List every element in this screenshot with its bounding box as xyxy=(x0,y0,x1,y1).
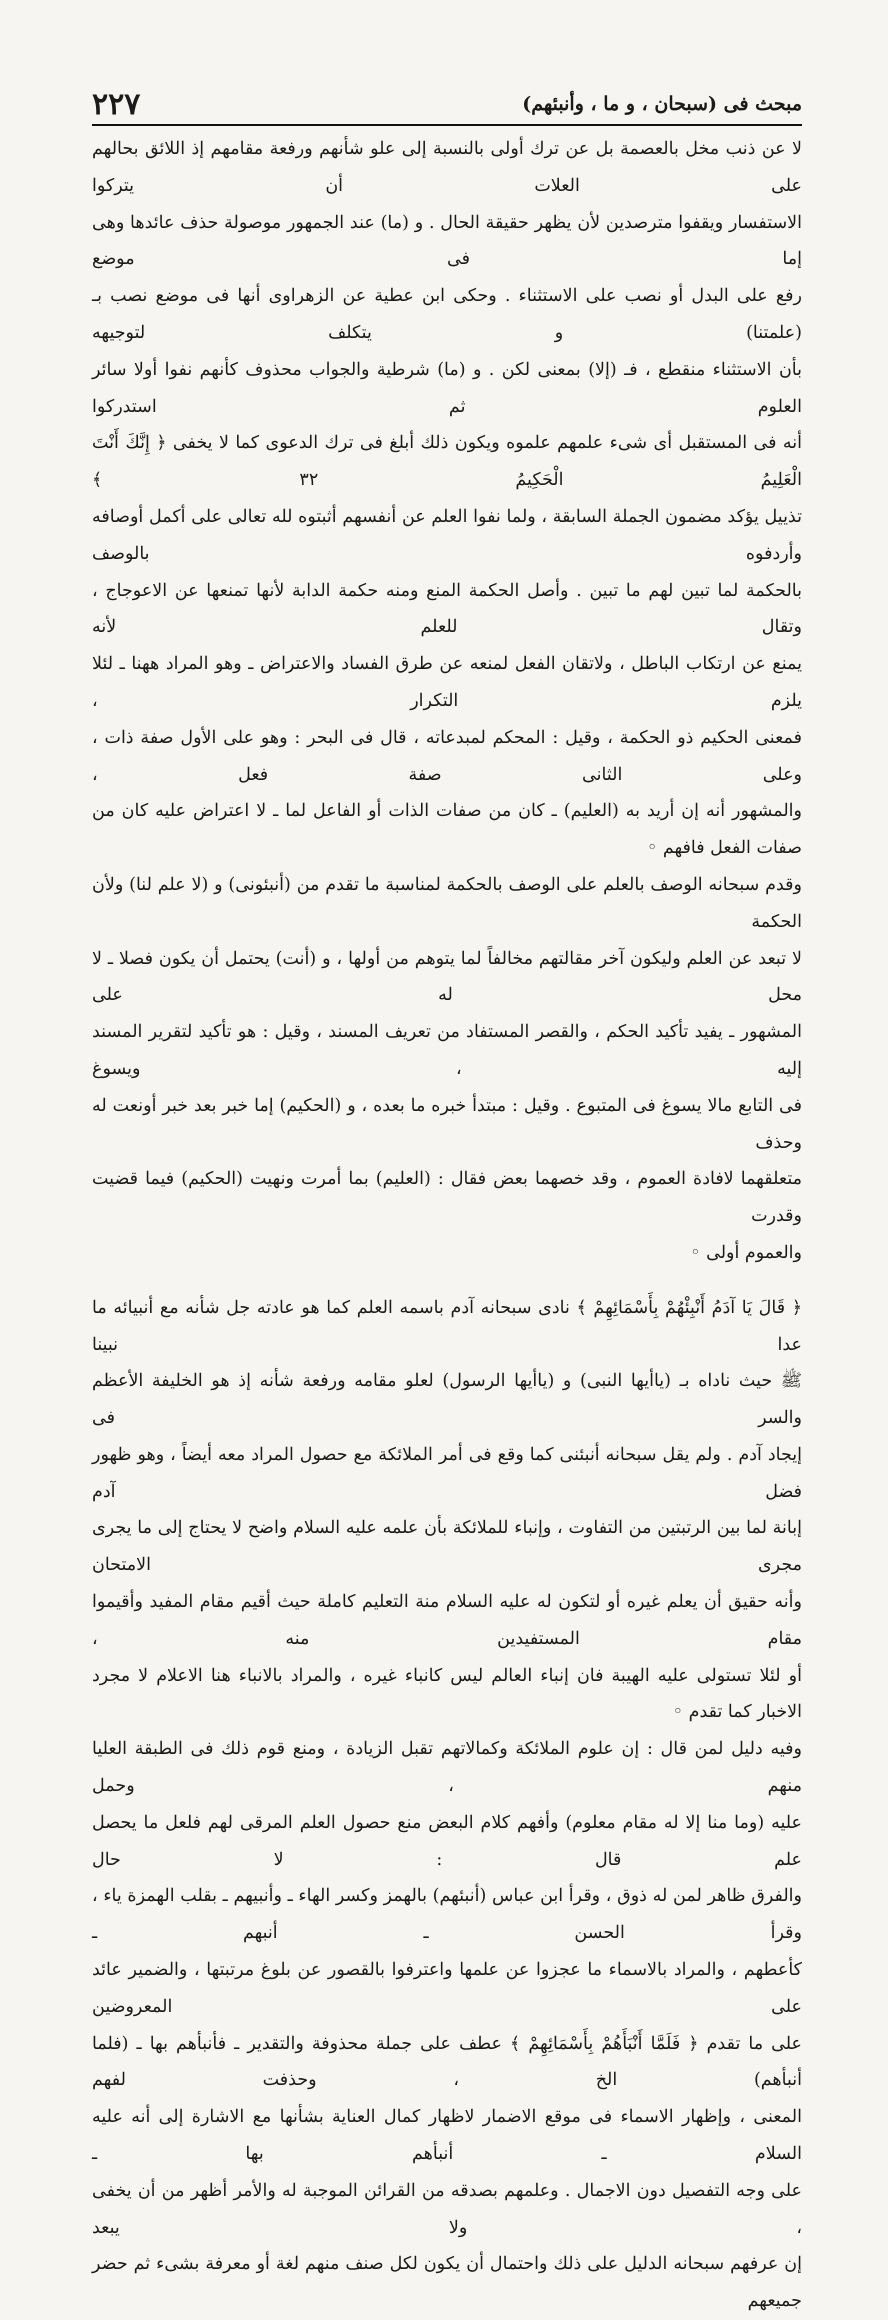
text-line: عليه (وما منا إلا له مقام معلوم) وأفهم كلام البعض منع حصول العلم المرقى لهم فلعل ما يحصل علم قال : لا حال xyxy=(92,1812,802,1870)
text-line: والمشهور أنه إن أريد به (العليم) ـ كان من صفات الذات أو الفاعل لما ـ لا اعتراض عليه كان من صفات الفعل فافهم ◦ xyxy=(92,801,802,859)
text-line: تذييل يؤكد مضمون الجملة السابقة ، ولما نفوا العلم عن أنفسهم أثبتوه لله تعالى على أكمل أوصافه وأردفوه بالوصف xyxy=(92,506,802,564)
text-line: يمنع عن ارتكاب الباطل ، ولاتقان الفعل لمنعه عن طرق الفساد والاعتراض ـ وهو المراد ههنا ـ لئلا يلزم التكرار ، xyxy=(92,654,802,711)
paragraph-gap xyxy=(92,1272,802,1290)
text-line: لا تبعد عن العلم وليكون آخر مقالتهم مخالفاً لما يتوهم من أولها ، و (أنت) يحتمل أن يكون فصلا ـ لا محل له على xyxy=(92,948,802,1006)
text-line: كأعطهم ، والمراد بالاسماء ما عجزوا عن علمها واعترفوا بالقصور عن بلوغ مرتبتها ، والضمير عائد على المعروضين xyxy=(92,1960,802,2017)
text-line: رفع على البدل أو نصب على الاستثناء . وحكى ابن عطية عن الزهراوى أنها فى موضع نصب بـ (علمتنا) و يتكلف لتوجيهه xyxy=(92,286,802,343)
text-line: والعموم أولى ◦ xyxy=(690,1242,802,1263)
text-line: بالحكمة لما تبين لهم ما تبين . وأصل الحكمة المنع ومنه حكمة الدابة لأنها تمنعها عن الاعوجاج ، وتقال للعلم لأنه xyxy=(92,580,802,638)
text-line: أنه فى المستقبل أى شىء علمهم علموه ويكون ذلك أبلغ فى ترك الدعوى كما لا يخفى ﴿ إِنَّكَ أَنْتَ الْعَلِيمُ الْحَكِيمُ ٣٢ ﴾ xyxy=(92,433,802,491)
text-line: ﷺ حيث ناداه بـ (ياأيها النبى) و (ياأيها الرسول) لعلو مقامه ورفعة شأنه إذ هو الخليفة الأعظم والسر فى xyxy=(92,1371,802,1429)
text-line: بأن الاستثناء منقطع ، فـ (إلا) بمعنى لكن . و (ما) شرطية والجواب محذوف كأنهم نفوا أولا سائر العلوم ثم استدركوا xyxy=(92,359,802,417)
text-line: وأنه حقيق أن يعلم غيره أو لتكون له عليه السلام منة التعليم كاملة حيث أقيم مقام المفيد وأقيموا مقام المستفيدين منه ، xyxy=(92,1592,802,1649)
text-line: وقدم سبحانه الوصف بالعلم على الوصف بالحكمة لمناسبة ما تقدم من (أنبئونى) و (لا علم لنا) ولأن الحكمة xyxy=(92,874,802,932)
body-text xyxy=(92,131,802,2320)
text-line: والفرق ظاهر لمن له ذوق ، وقرأ ابن عباس (أنبئهم) بالهمز وكسر الهاء ـ وأنبيهم ـ بقلب الهمزة ياء ، وقرأ الحسن ـ أنبهم ـ xyxy=(92,1886,802,1944)
page-number: ٢٢٧ xyxy=(92,86,141,122)
text-line: على وجه التفصيل دون الاجمال . وعلمهم بصدقه من القرائن الموجبة له والأمر أظهر من أن يخفى ، ولا يبعد xyxy=(92,2180,802,2238)
text-line: فى التابع مالا يسوغ فى المتبوع . وقيل : مبتدأ خبره ما بعده ، و (الحكيم) إما خبر بعد خبر أونعت له وحذف xyxy=(92,1095,802,1153)
running-title: مبحث فى (سبحان ، و ما ، وأنبئهم) xyxy=(522,93,802,115)
text-line: ﴿ قَالَ يَا آدَمُ أَنْبِئْهُمْ بِأَسْمَائِهِمْ ﴾ نادى سبحانه آدم باسمه العلم كما هو عادته جل شأنه مع أنبيائه ما عدا نبينا xyxy=(92,1297,802,1355)
page-header xyxy=(92,86,802,122)
text-line: لا عن ذنب مخل بالعصمة بل عن ترك أولى بالنسبة إلى علو شأنهم ورفعة مقامهم إذ اللائق بحالهم على العلات أن يتركوا xyxy=(92,139,802,196)
text-line: أو لئلا تستولى عليه الهيبة فان إنباء العالم ليس كانباء غيره ، والمراد بالانباء هنا الاعلام لا مجرد الاخبار كما تقدم ◦ xyxy=(92,1665,802,1723)
text-line: فمعنى الحكيم ذو الحكمة ، وقيل : المحكم لمبدعاته ، قال فى البحر : وهو على الأول صفة ذات ، وعلى الثانى صفة فعل ، xyxy=(92,727,802,785)
text-line: المشهور ـ يفيد تأكيد الحكم ، والقصر المستفاد من تعريف المسند ، وقيل : هو تأكيد لتقرير المسند إليه ، ويسوغ xyxy=(92,1022,802,1079)
text-line: الاستفسار ويقفوا مترصدين لأن يظهر حقيقة الحال . و (ما) عند الجمهور موصولة حذف عائدها وهى إما فى موضع xyxy=(92,212,802,270)
text-line: إيجاد آدم . ولم يقل سبحانه أنبئنى كما وقع فى أمر الملائكة مع حصول المراد معه أيضاً ، وهو ظهور فضل آدم xyxy=(92,1444,802,1502)
text-line: على ما تقدم ﴿ فَلَمَّا أَنْبَأَهُمْ بِأَسْمَائِهِمْ ﴾ عطف على جملة محذوفة والتقدير ـ فأنبأهم بها ـ (فلما أنبأهم) الخ ، وحذفت لفهم xyxy=(92,2033,802,2091)
text-line: المعنى ، وإظهار الاسماء فى موقع الاضمار لاظهار كمال العناية بشأنها مع الاشارة إلى أنه عليه السلام ـ أنبأهم بها ـ xyxy=(92,2107,802,2165)
text-line: إبانة لما بين الرتبتين من التفاوت ، وإنباء للملائكة بأن علمه عليه السلام واضح لا يحتاج إلى ما يجرى مجرى الامتحان xyxy=(92,1518,802,1576)
text-line: إن عرفهم سبحانه الدليل على ذلك واحتمال أن يكون لكل صنف منهم لغة أو معرفة بشىء ثم حضر جميعهم xyxy=(92,2254,802,2312)
header-rule xyxy=(92,124,802,126)
text-line: متعلقهما لافادة العموم ، وقد خصهما بعض فقال : (العليم) بما أمرت ونهيت (الحكيم) فيما قضيت وقدرت xyxy=(92,1169,802,1227)
text-line: وفيه دليل لمن قال : إن علوم الملائكة وكمالاتهم تقبل الزيادة ، ومنع قوم ذلك فى الطبقة العليا منهم ، وحمل xyxy=(92,1739,802,1797)
